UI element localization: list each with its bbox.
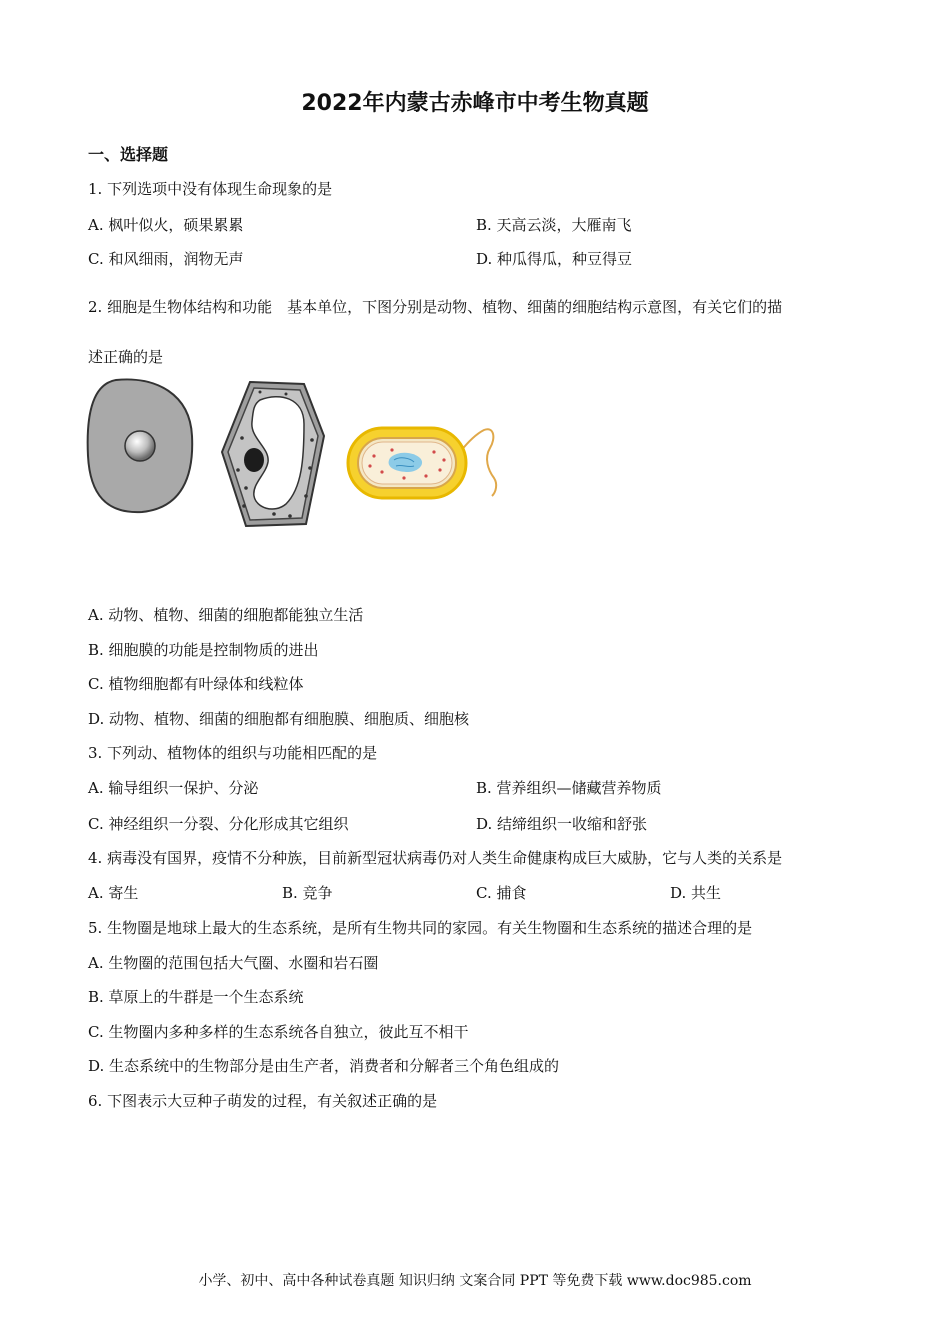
q5-option-a: A. 生物圈的范围包括大气圈、水圈和岩石圈 <box>88 954 379 972</box>
q5-option-b: B. 草原上的牛群是一个生态系统 <box>88 988 304 1006</box>
q3-option-c: C. 神经组织一分裂、分化形成其它组织 <box>88 815 349 833</box>
plant-cell-figure <box>220 378 326 530</box>
q4-option-c: C. 捕食 <box>476 884 527 902</box>
q4-option-d: D. 共生 <box>670 884 722 902</box>
q3-stem: 3. 下列动、植物体的组织与功能相匹配的是 <box>88 744 378 762</box>
q1-option-c: C. 和风细雨，润物无声 <box>88 250 244 268</box>
q1-option-d: D. 种瓜得瓜，种豆得豆 <box>476 250 633 268</box>
q2-stem-line1: 2. 细胞是生物体结构和功能 基本单位，下图分别是动物、植物、细菌的细胞结构示意图，有关它们的描 <box>88 298 783 316</box>
q4-stem: 4. 病毒没有国界，疫情不分种族，目前新型冠状病毒仍对人类生命健康构成巨大威胁，它与人类的关系是 <box>88 849 783 867</box>
q2-option-a: A. 动物、植物、细菌的细胞都能独立生活 <box>88 606 364 624</box>
q2-option-d: D. 动物、植物、细菌的细胞都有细胞膜、细胞质、细胞核 <box>88 710 470 728</box>
page-footer: 小学、初中、高中各种试卷真题 知识归纳 文案合同 PPT 等免费下载 www.doc985.com <box>198 1273 752 1289</box>
animal-cell-figure <box>86 376 196 516</box>
q1-stem: 1. 下列选项中没有体现生命现象的是 <box>88 180 333 198</box>
q2-option-c: C. 植物细胞都有叶绿体和线粒体 <box>88 675 304 693</box>
q4-option-b: B. 竞争 <box>282 884 333 902</box>
section-heading: 一、选择题 <box>88 145 169 164</box>
bacterial-cell-figure <box>344 412 504 512</box>
q1-option-b: B. 天高云淡，大雁南飞 <box>476 216 632 234</box>
q5-option-d: D. 生态系统中的生物部分是由生产者，消费者和分解者三个角色组成的 <box>88 1057 560 1075</box>
q3-option-d: D. 结缔组织一收缩和舒张 <box>476 815 648 833</box>
q4-option-a: A. 寄生 <box>88 884 139 902</box>
q3-option-a: A. 输导组织一保护、分泌 <box>88 779 259 797</box>
q1-option-a: A. 枫叶似火，硕果累累 <box>88 216 244 234</box>
q2-option-b: B. 细胞膜的功能是控制物质的进出 <box>88 641 319 659</box>
q3-option-b: B. 营养组织—储藏营养物质 <box>476 779 662 797</box>
q5-stem: 5. 生物圈是地球上最大的生态系统，是所有生物共同的家园。有关生物圈和生态系统的描述合理的是 <box>88 919 753 937</box>
q5-option-c: C. 生物圈内多种多样的生态系统各自独立，彼此互不相干 <box>88 1023 469 1041</box>
q6-stem: 6. 下图表示大豆种子萌发的过程，有关叙述正确的是 <box>88 1092 438 1110</box>
q2-stem-line2: 述正确的是 <box>88 348 164 366</box>
page-title: 2022年内蒙古赤峰市中考生物真题 <box>301 91 649 116</box>
